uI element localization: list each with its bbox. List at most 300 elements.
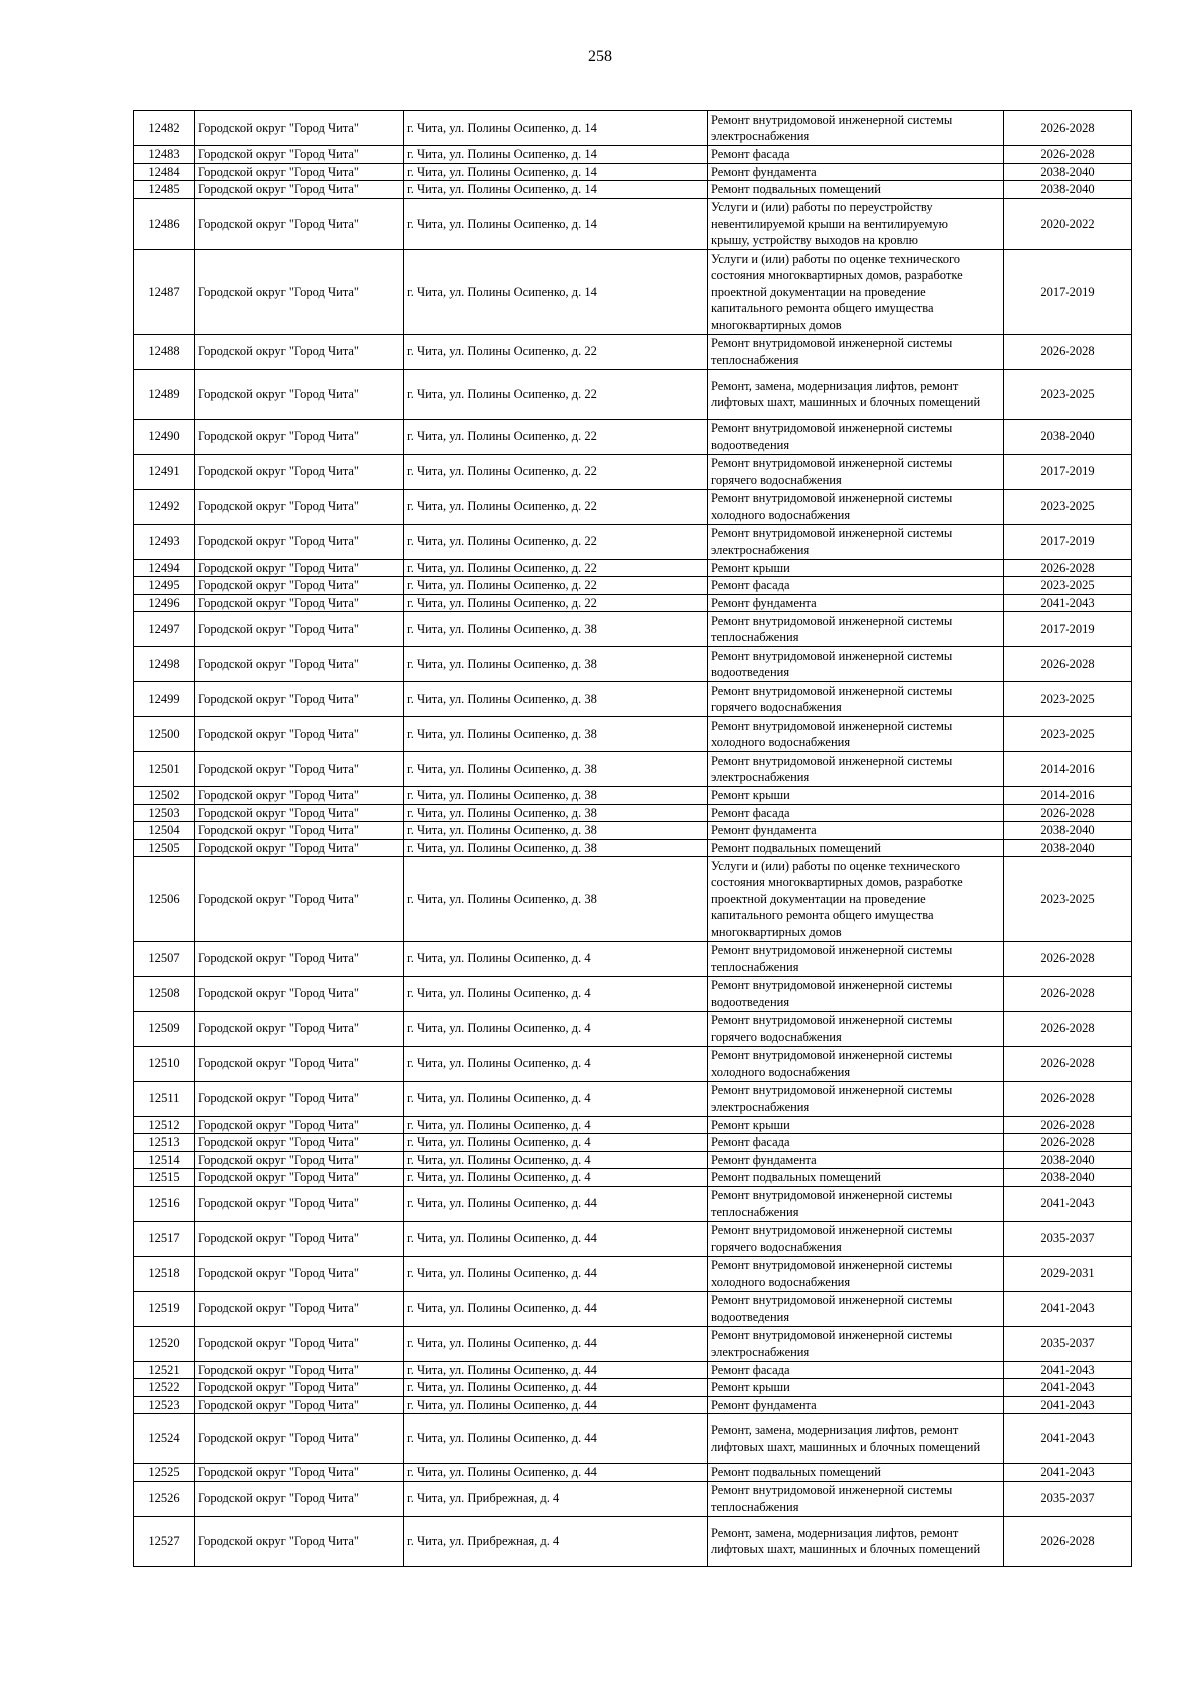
table-row [134,369,1132,419]
work-type-cell [708,804,1004,822]
work-type-line: Ремонт фасада [711,1135,790,1149]
work-type-cell [708,752,1004,787]
table-row [134,181,1132,199]
row-number-cell: 12505 [134,839,195,857]
municipality-cell: Городской округ "Город Чита" [195,250,404,335]
work-type-cell [708,524,1004,559]
municipality-cell: Городской округ "Город Чита" [195,594,404,612]
work-type-line: электроснабжения [711,770,810,784]
table-row [134,752,1132,787]
table-row [134,1256,1132,1291]
table-row [134,1379,1132,1397]
municipality-cell: Городской округ "Город Чита" [195,1291,404,1326]
work-type-cell [708,419,1004,454]
work-type-line: теплоснабжения [711,630,799,644]
work-type-line: водоотведения [711,994,790,1009]
work-type-line: лифтовых шахт, машинных и блочных помещений [711,1542,981,1556]
row-number-cell: 12497 [134,612,195,647]
work-type-cell [708,1256,1004,1291]
row-number-cell: 12482 [134,111,195,146]
municipality-cell: Городской округ "Город Чита" [195,198,404,250]
table-row [134,682,1132,717]
address-cell: г. Чита, ул. Полины Осипенко, д. 14 [404,146,708,164]
municipality-cell: Городской округ "Город Чита" [195,787,404,805]
work-type-cell [708,822,1004,840]
row-number-cell: 12514 [134,1151,195,1169]
work-type-line: Ремонт внутридомовой инженерной системы [711,718,953,733]
work-type-cell [708,717,1004,752]
work-type-line: проектной документации на проведение [711,891,926,906]
work-type-cell [708,369,1004,419]
address-cell: г. Чита, ул. Полины Осипенко, д. 22 [404,489,708,524]
work-type-line: электроснабжения [711,129,810,143]
work-type-line: Ремонт подвальных помещений [711,840,881,855]
address-cell: г. Чита, ул. Полины Осипенко, д. 38 [404,682,708,717]
address-cell: г. Чита, ул. Полины Осипенко, д. 38 [404,857,708,942]
period-cell: 2035-2037 [1004,1326,1132,1361]
period-cell: 2035-2037 [1004,1221,1132,1256]
municipality-cell: Городской округ "Город Чита" [195,559,404,577]
table-row [134,577,1132,595]
work-type-line: Услуги и (или) работы по оценке технического [711,251,961,266]
work-type-line: Ремонт фундамента [711,1397,817,1412]
period-cell: 2023-2025 [1004,369,1132,419]
row-number-cell: 12512 [134,1116,195,1134]
work-type-line: горячего водоснабжения [711,472,842,487]
period-cell: 2038-2040 [1004,839,1132,857]
work-type-cell [708,198,1004,250]
address-cell: г. Чита, ул. Полины Осипенко, д. 38 [404,752,708,787]
work-type-cell [708,1379,1004,1397]
work-type-cell [708,787,1004,805]
address-cell: г. Чита, ул. Полины Осипенко, д. 44 [404,1396,708,1414]
municipality-cell: Городской округ "Город Чита" [195,577,404,595]
capital-repair-table [133,110,1132,1567]
municipality-cell: Городской округ "Город Чита" [195,1011,404,1046]
work-type-cell [708,250,1004,335]
period-cell: 2026-2028 [1004,1046,1132,1081]
address-cell: г. Чита, ул. Полины Осипенко, д. 44 [404,1256,708,1291]
work-type-cell [708,1116,1004,1134]
address-cell: г. Чита, ул. Полины Осипенко, д. 4 [404,976,708,1011]
row-number-cell: 12484 [134,163,195,181]
table-row [134,1186,1132,1221]
municipality-cell: Городской округ "Город Чита" [195,1221,404,1256]
work-type-line: Ремонт, замена, модернизация лифтов, ремонт [711,378,959,393]
row-number-cell: 12526 [134,1481,195,1516]
municipality-cell: Городской округ "Город Чита" [195,1396,404,1414]
work-type-line: Ремонт подвальных помещений [711,1465,881,1479]
table-row [134,419,1132,454]
page-number: 258 [588,48,612,65]
municipality-cell: Городской округ "Город Чита" [195,612,404,647]
work-type-cell [708,976,1004,1011]
municipality-cell: Городской округ "Город Чита" [195,1481,404,1516]
table-row [134,804,1132,822]
municipality-cell: Городской округ "Город Чита" [195,163,404,181]
address-cell: г. Чита, ул. Полины Осипенко, д. 22 [404,577,708,595]
table-row [134,1361,1132,1379]
row-number-cell: 12524 [134,1414,195,1464]
work-type-cell [708,1464,1004,1482]
table-row [134,1326,1132,1361]
work-type-line: Ремонт внутридомовой инженерной системы [711,1083,953,1097]
period-cell: 2038-2040 [1004,1169,1132,1187]
work-type-line: Ремонт внутридомовой инженерной системы [711,1048,953,1062]
work-type-line: теплоснабжения [711,959,799,974]
work-type-line: Ремонт внутридомовой инженерной системы [711,491,953,505]
table-row [134,111,1132,146]
work-type-line: лифтовых шахт, машинных и блочных помещений [711,1439,981,1454]
work-type-cell [708,1481,1004,1516]
row-number-cell: 12504 [134,822,195,840]
table-row [134,524,1132,559]
period-cell: 2038-2040 [1004,419,1132,454]
work-type-line: Ремонт крыши [711,1380,790,1394]
work-type-line: Ремонт внутридомовой инженерной системы [711,613,953,628]
work-type-line: многоквартирных домов [711,924,842,939]
municipality-cell: Городской округ "Город Чита" [195,419,404,454]
table-row [134,976,1132,1011]
work-type-line: Ремонт внутридомовой инженерной системы [711,1013,953,1027]
municipality-cell: Городской округ "Город Чита" [195,454,404,489]
municipality-cell: Городской округ "Город Чита" [195,647,404,682]
address-cell: г. Чита, ул. Полины Осипенко, д. 44 [404,1186,708,1221]
municipality-cell: Городской округ "Город Чита" [195,941,404,976]
table-row [134,334,1132,369]
row-number-cell: 12517 [134,1221,195,1256]
row-number-cell: 12511 [134,1081,195,1116]
work-type-line: водоотведения [711,665,790,679]
period-cell: 2041-2043 [1004,1379,1132,1397]
row-number-cell: 12494 [134,559,195,577]
period-cell: 2026-2028 [1004,559,1132,577]
table-row [134,647,1132,682]
work-type-line: горячего водоснабжения [711,1029,842,1044]
municipality-cell: Городской округ "Город Чита" [195,1414,404,1464]
work-type-cell [708,857,1004,942]
work-type-cell [708,1291,1004,1326]
work-type-line: горячего водоснабжения [711,700,842,714]
work-type-line: Ремонт внутридомовой инженерной системы [711,1188,953,1202]
address-cell: г. Чита, ул. Полины Осипенко, д. 38 [404,839,708,857]
period-cell: 2026-2028 [1004,334,1132,369]
row-number-cell: 12491 [134,454,195,489]
work-type-cell [708,1326,1004,1361]
address-cell: г. Чита, ул. Полины Осипенко, д. 44 [404,1361,708,1379]
row-number-cell: 12518 [134,1256,195,1291]
table-row [134,1414,1132,1464]
work-type-line: Услуги и (или) работы по оценке технического [711,858,961,873]
work-type-line: Ремонт, замена, модернизация лифтов, ремонт [711,1423,959,1437]
municipality-cell: Городской округ "Город Чита" [195,181,404,199]
row-number-cell: 12510 [134,1046,195,1081]
row-number-cell: 12501 [134,752,195,787]
work-type-cell [708,1186,1004,1221]
period-cell: 2038-2040 [1004,163,1132,181]
table-body [134,111,1132,1567]
row-number-cell: 12527 [134,1516,195,1566]
municipality-cell: Городской округ "Город Чита" [195,1326,404,1361]
work-type-line: Ремонт внутридомовой инженерной системы [711,943,953,957]
table-row [134,941,1132,976]
table-row [134,1011,1132,1046]
work-type-cell [708,577,1004,595]
work-type-line: холодного водоснабжения [711,1274,851,1289]
address-cell: г. Чита, ул. Полины Осипенко, д. 38 [404,612,708,647]
period-cell: 2026-2028 [1004,1116,1132,1134]
address-cell: г. Чита, ул. Полины Осипенко, д. 4 [404,1011,708,1046]
work-type-line: Ремонт фасада [711,805,790,820]
address-cell: г. Чита, ул. Полины Осипенко, д. 38 [404,804,708,822]
row-number-cell: 12492 [134,489,195,524]
address-cell: г. Чита, ул. Полины Осипенко, д. 4 [404,1081,708,1116]
work-type-cell [708,1414,1004,1464]
address-cell: г. Чита, ул. Полины Осипенко, д. 14 [404,163,708,181]
row-number-cell: 12499 [134,682,195,717]
table-row [134,1516,1132,1566]
period-cell: 2014-2016 [1004,787,1132,805]
row-number-cell: 12506 [134,857,195,942]
work-type-line: Ремонт подвальных помещений [711,1170,881,1184]
table-row [134,822,1132,840]
work-type-line: Ремонт внутридомовой инженерной системы [711,1223,953,1237]
period-cell: 2023-2025 [1004,717,1132,752]
table-row [134,559,1132,577]
period-cell: 2017-2019 [1004,250,1132,335]
row-number-cell: 12485 [134,181,195,199]
period-cell: 2026-2028 [1004,1011,1132,1046]
work-type-line: невентилируемой крыши на вентилируемую [711,216,948,231]
address-cell: г. Чита, ул. Полины Осипенко, д. 22 [404,419,708,454]
work-type-cell [708,612,1004,647]
work-type-line: холодного водоснабжения [711,507,851,522]
work-type-cell [708,181,1004,199]
period-cell: 2023-2025 [1004,682,1132,717]
municipality-cell: Городской округ "Город Чита" [195,1516,404,1566]
work-type-line: водоотведения [711,437,790,452]
table-row [134,250,1132,335]
work-type-line: электроснабжения [711,542,810,557]
row-number-cell: 12525 [134,1464,195,1482]
row-number-cell: 12507 [134,941,195,976]
period-cell: 2038-2040 [1004,181,1132,199]
work-type-line: Ремонт внутридомовой инженерной системы [711,1293,953,1307]
work-type-cell [708,1221,1004,1256]
municipality-cell: Городской округ "Город Чита" [195,1116,404,1134]
municipality-cell: Городской округ "Город Чита" [195,717,404,752]
municipality-cell: Городской округ "Город Чита" [195,1256,404,1291]
period-cell: 2014-2016 [1004,752,1132,787]
table-row [134,1081,1132,1116]
work-type-cell [708,489,1004,524]
work-type-cell [708,1169,1004,1187]
address-cell: г. Чита, ул. Полины Осипенко, д. 44 [404,1464,708,1482]
work-type-cell [708,1361,1004,1379]
row-number-cell: 12500 [134,717,195,752]
period-cell: 2023-2025 [1004,577,1132,595]
period-cell: 2041-2043 [1004,1464,1132,1482]
work-type-cell [708,1151,1004,1169]
period-cell: 2017-2019 [1004,524,1132,559]
municipality-cell: Городской округ "Город Чита" [195,1186,404,1221]
address-cell: г. Чита, ул. Полины Осипенко, д. 14 [404,250,708,335]
work-type-line: Ремонт фундамента [711,164,817,179]
address-cell: г. Чита, ул. Полины Осипенко, д. 22 [404,334,708,369]
municipality-cell: Городской округ "Город Чита" [195,1379,404,1397]
row-number-cell: 12509 [134,1011,195,1046]
address-cell: г. Чита, ул. Полины Осипенко, д. 22 [404,369,708,419]
address-cell: г. Чита, ул. Полины Осипенко, д. 4 [404,1151,708,1169]
work-type-line: горячего водоснабжения [711,1239,842,1254]
municipality-cell: Городской округ "Город Чита" [195,1361,404,1379]
row-number-cell: 12486 [134,198,195,250]
work-type-line: Ремонт внутридомовой инженерной системы [711,1483,953,1497]
table-row [134,1046,1132,1081]
work-type-line: Ремонт подвальных помещений [711,182,881,196]
table-row [134,1116,1132,1134]
municipality-cell: Городской округ "Город Чита" [195,489,404,524]
address-cell: г. Чита, ул. Полины Осипенко, д. 4 [404,1046,708,1081]
address-cell: г. Чита, ул. Полины Осипенко, д. 14 [404,111,708,146]
work-type-line: Ремонт крыши [711,788,790,802]
address-cell: г. Чита, ул. Полины Осипенко, д. 4 [404,941,708,976]
municipality-cell: Городской округ "Город Чита" [195,822,404,840]
table-row [134,1169,1132,1187]
table-row [134,1291,1132,1326]
table-row [134,717,1132,752]
work-type-line: холодного водоснабжения [711,735,851,749]
municipality-cell: Городской округ "Город Чита" [195,524,404,559]
work-type-line: Ремонт фундамента [711,1152,817,1167]
table-row [134,839,1132,857]
address-cell: г. Чита, ул. Прибрежная, д. 4 [404,1516,708,1566]
table-row [134,1396,1132,1414]
work-type-line: Ремонт фасада [711,147,790,161]
period-cell: 2026-2028 [1004,976,1132,1011]
municipality-cell: Городской округ "Город Чита" [195,1046,404,1081]
work-type-line: состояния многоквартирных домов, разработке [711,875,963,889]
table-row [134,787,1132,805]
row-number-cell: 12502 [134,787,195,805]
address-cell: г. Чита, ул. Полины Осипенко, д. 22 [404,594,708,612]
address-cell: г. Чита, ул. Полины Осипенко, д. 44 [404,1291,708,1326]
period-cell: 2041-2043 [1004,1291,1132,1326]
address-cell: г. Чита, ул. Полины Осипенко, д. 38 [404,787,708,805]
work-type-line: Ремонт внутридомовой инженерной системы [711,1258,953,1272]
work-type-line: Ремонт крыши [711,1117,790,1132]
row-number-cell: 12516 [134,1186,195,1221]
work-type-line: холодного водоснабжения [711,1064,851,1079]
address-cell: г. Чита, ул. Полины Осипенко, д. 38 [404,822,708,840]
work-type-line: Ремонт фундамента [711,823,817,837]
address-cell: г. Чита, ул. Полины Осипенко, д. 22 [404,454,708,489]
period-cell: 2026-2028 [1004,146,1132,164]
row-number-cell: 12493 [134,524,195,559]
address-cell: г. Чита, ул. Полины Осипенко, д. 22 [404,524,708,559]
municipality-cell: Городской округ "Город Чита" [195,369,404,419]
period-cell: 2020-2022 [1004,198,1132,250]
work-type-line: лифтовых шахт, машинных и блочных помещений [711,395,981,409]
address-cell: г. Чита, ул. Полины Осипенко, д. 44 [404,1326,708,1361]
table-row [134,1221,1132,1256]
municipality-cell: Городской округ "Город Чита" [195,976,404,1011]
period-cell: 2026-2028 [1004,647,1132,682]
work-type-line: Ремонт внутридомовой инженерной системы [711,112,953,127]
work-type-line: теплоснабжения [711,1204,799,1219]
period-cell: 2041-2043 [1004,1396,1132,1414]
work-type-line: Ремонт крыши [711,560,790,575]
work-type-cell [708,1011,1004,1046]
period-cell: 2041-2043 [1004,1186,1132,1221]
period-cell: 2026-2028 [1004,1516,1132,1566]
work-type-line: Ремонт, замена, модернизация лифтов, ремонт [711,1525,959,1540]
period-cell: 2023-2025 [1004,857,1132,942]
period-cell: 2035-2037 [1004,1481,1132,1516]
work-type-cell [708,594,1004,612]
municipality-cell: Городской округ "Город Чита" [195,839,404,857]
period-cell: 2017-2019 [1004,454,1132,489]
table-row [134,1151,1132,1169]
table-row [134,1464,1132,1482]
period-cell: 2023-2025 [1004,489,1132,524]
work-type-cell [708,1396,1004,1414]
work-type-line: Ремонт внутридомовой инженерной системы [711,683,953,698]
work-type-line: Ремонт внутридомовой инженерной системы [711,421,953,435]
address-cell: г. Чита, ул. Полины Осипенко, д. 4 [404,1134,708,1152]
period-cell: 2041-2043 [1004,594,1132,612]
municipality-cell: Городской округ "Город Чита" [195,752,404,787]
work-type-cell [708,1134,1004,1152]
row-number-cell: 12489 [134,369,195,419]
row-number-cell: 12495 [134,577,195,595]
work-type-line: крышу, устройству выходов на кровлю [711,233,918,247]
row-number-cell: 12522 [134,1379,195,1397]
period-cell: 2026-2028 [1004,804,1132,822]
row-number-cell: 12487 [134,250,195,335]
work-type-cell [708,454,1004,489]
work-type-line: многоквартирных домов [711,317,842,332]
address-cell: г. Чита, ул. Полины Осипенко, д. 44 [404,1221,708,1256]
period-cell: 2038-2040 [1004,822,1132,840]
work-type-line: электроснабжения [711,1344,810,1359]
period-cell: 2029-2031 [1004,1256,1132,1291]
address-cell: г. Чита, ул. Полины Осипенко, д. 14 [404,198,708,250]
work-type-cell [708,839,1004,857]
row-number-cell: 12515 [134,1169,195,1187]
address-cell: г. Чита, ул. Полины Осипенко, д. 4 [404,1116,708,1134]
table-row [134,489,1132,524]
work-type-line: Ремонт внутридомовой инженерной системы [711,978,953,992]
period-cell: 2038-2040 [1004,1151,1132,1169]
work-type-cell [708,1046,1004,1081]
work-type-cell [708,647,1004,682]
work-type-line: теплоснабжения [711,352,799,367]
work-type-line: капитального ремонта общего имущества [711,301,934,315]
row-number-cell: 12496 [134,594,195,612]
row-number-cell: 12519 [134,1291,195,1326]
table-row [134,1134,1132,1152]
work-type-line: состояния многоквартирных домов, разработке [711,268,963,282]
address-cell: г. Чита, ул. Полины Осипенко, д. 44 [404,1379,708,1397]
address-cell: г. Чита, ул. Полины Осипенко, д. 38 [404,647,708,682]
table-row [134,163,1132,181]
address-cell: г. Чита, ул. Полины Осипенко, д. 4 [404,1169,708,1187]
work-type-line: Ремонт фасада [711,1362,790,1377]
address-cell: г. Чита, ул. Полины Осипенко, д. 38 [404,717,708,752]
table-row [134,1481,1132,1516]
work-type-cell [708,559,1004,577]
